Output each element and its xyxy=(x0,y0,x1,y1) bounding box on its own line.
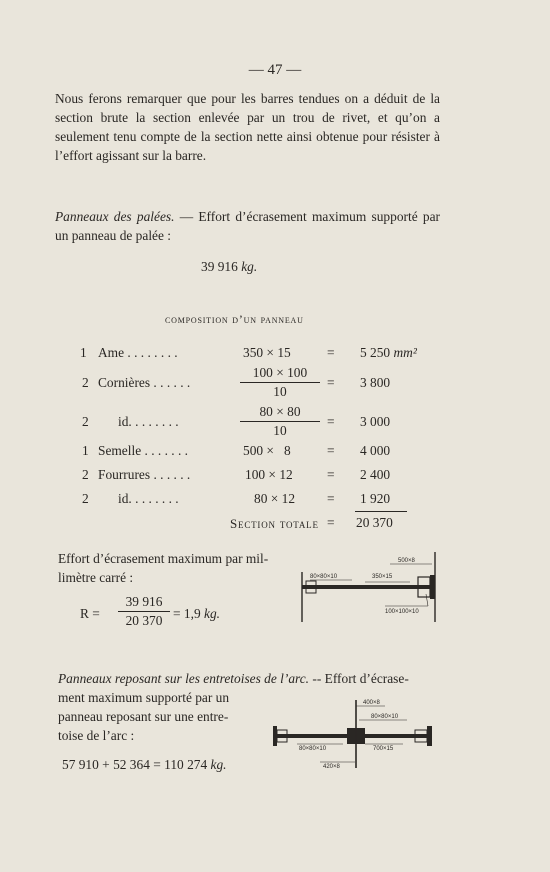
table-title: composition d’un panneau xyxy=(165,312,304,326)
row-5-expr: 100 × 12 xyxy=(245,467,293,482)
entretoises-line1: Panneaux reposant sur les entretoises de l’arc. -- Effort d’écrase- xyxy=(58,671,409,686)
entretoises-line2: ment maximum supporté par un xyxy=(58,690,230,705)
formula-r-rhs: = 1,9 kg. xyxy=(173,606,220,621)
row-3-label: id. . . . . . . . xyxy=(118,414,179,429)
row-1-expr: 350 × 15 xyxy=(243,345,291,360)
total-rule xyxy=(355,511,407,512)
formula-r-denominator: 20 370 xyxy=(125,613,163,628)
entretoises-heading: Panneaux reposant sur les entretoises de l’arc. xyxy=(58,671,310,686)
row-5-qty: 2 xyxy=(82,467,89,482)
row-1-result: 5 250 mm² xyxy=(360,345,417,360)
row-2-numerator: 100 × 100 xyxy=(240,365,320,383)
total-label: Section totale xyxy=(230,516,319,531)
total-eq: = xyxy=(327,515,335,530)
row-4-eq: = xyxy=(327,443,335,458)
total-value: 20 370 xyxy=(356,515,393,530)
row-2-denominator: 10 xyxy=(273,384,287,399)
diagram1-label-corniere-large: 100×100×10 xyxy=(385,609,419,615)
intro-paragraph: Nous ferons remarquer que pour les barres tendues on a déduit de la section brute la section enlevée par un trou de rivet, et qu’on a seulement tenu compte de la section nette ainsi obtenue pour résister à l’effort agissant sur la barre. xyxy=(55,91,440,163)
entretoises-line3: panneau reposant sur une entre- xyxy=(58,709,229,724)
row-4-qty: 1 xyxy=(82,443,89,458)
row-4-result: 4 000 xyxy=(360,443,391,458)
row-4-expr: 500 × 8 xyxy=(243,443,291,458)
diagram1-label-ame: 350×15 xyxy=(372,574,393,580)
row-2-label: Cornières . . . . . . xyxy=(98,375,191,390)
row-3-denominator: 10 xyxy=(273,423,287,438)
entretoises-formula: 57 910 + 52 364 = 110 274 kg. xyxy=(62,757,227,772)
row-1-eq: = xyxy=(327,345,335,360)
row-3-result: 3 000 xyxy=(360,414,391,429)
row-6-label: id. . . . . . . . xyxy=(118,491,179,506)
palees-effort-value: 39 916 xyxy=(201,259,238,274)
row-2-qty: 2 xyxy=(82,375,89,390)
cross-section-diagram-2 xyxy=(265,692,440,772)
row-3-fraction xyxy=(240,404,320,439)
formula-r-unit: kg. xyxy=(204,606,220,621)
page-number: — 47 — xyxy=(248,62,302,78)
diagram1-label-corniere-small: 80×80×10 xyxy=(310,574,338,580)
row-3-qty: 2 xyxy=(82,414,89,429)
row-5-eq: = xyxy=(327,467,335,482)
row-6-eq: = xyxy=(327,491,335,506)
diagram2-label-corniere-right: 80×80×10 xyxy=(371,714,399,720)
formula-r-fraction xyxy=(118,594,170,629)
row-1-qty: 1 xyxy=(80,345,87,360)
palees-text: — Effort d’écrasement maximum supporté par un panneau de palée : xyxy=(55,209,440,243)
diagram2-label-semelle-bottom: 420×8 xyxy=(323,764,340,770)
palees-heading: Panneaux des palées. xyxy=(55,209,175,224)
row-3-eq: = xyxy=(327,414,335,429)
row-5-label: Fourrures . . . . . . xyxy=(98,467,191,482)
row-6-expr: 80 × 12 xyxy=(254,491,296,506)
diagram1-label-semelle: 500×8 xyxy=(398,558,415,564)
entretoises-unit: kg. xyxy=(210,757,227,772)
effort-mm-line2: limètre carré : xyxy=(58,570,134,585)
row-2-eq: = xyxy=(327,375,335,390)
row-2-result: 3 800 xyxy=(360,375,391,390)
row-6-qty: 2 xyxy=(82,491,89,506)
palees-effort-unit: kg. xyxy=(241,259,258,274)
row-3-numerator: 80 × 80 xyxy=(240,404,320,422)
formula-r-numerator: 39 916 xyxy=(118,594,170,612)
row-4-label: Semelle . . . . . . . xyxy=(98,443,189,458)
row-5-result: 2 400 xyxy=(360,467,391,482)
diagram2-label-semelle-top: 400×8 xyxy=(363,700,380,706)
palees-effort xyxy=(201,259,257,275)
effort-mm-line1: Effort d’écrasement maximum par mil- xyxy=(58,551,269,566)
formula-r-lhs: R = xyxy=(80,606,100,621)
diagram2-label-corniere-left: 80×80×10 xyxy=(299,746,327,752)
cross-section-diagram-1 xyxy=(290,548,450,628)
row-2-fraction xyxy=(240,365,320,400)
diagram2-label-ame: 700×15 xyxy=(373,746,394,752)
row-1-label: Ame . . . . . . . . xyxy=(98,345,178,360)
palees-paragraph xyxy=(55,207,440,245)
row-6-result: 1 920 xyxy=(360,491,391,506)
entretoises-line4: toise de l’arc : xyxy=(58,728,135,743)
row-1-unit: mm² xyxy=(393,345,417,360)
